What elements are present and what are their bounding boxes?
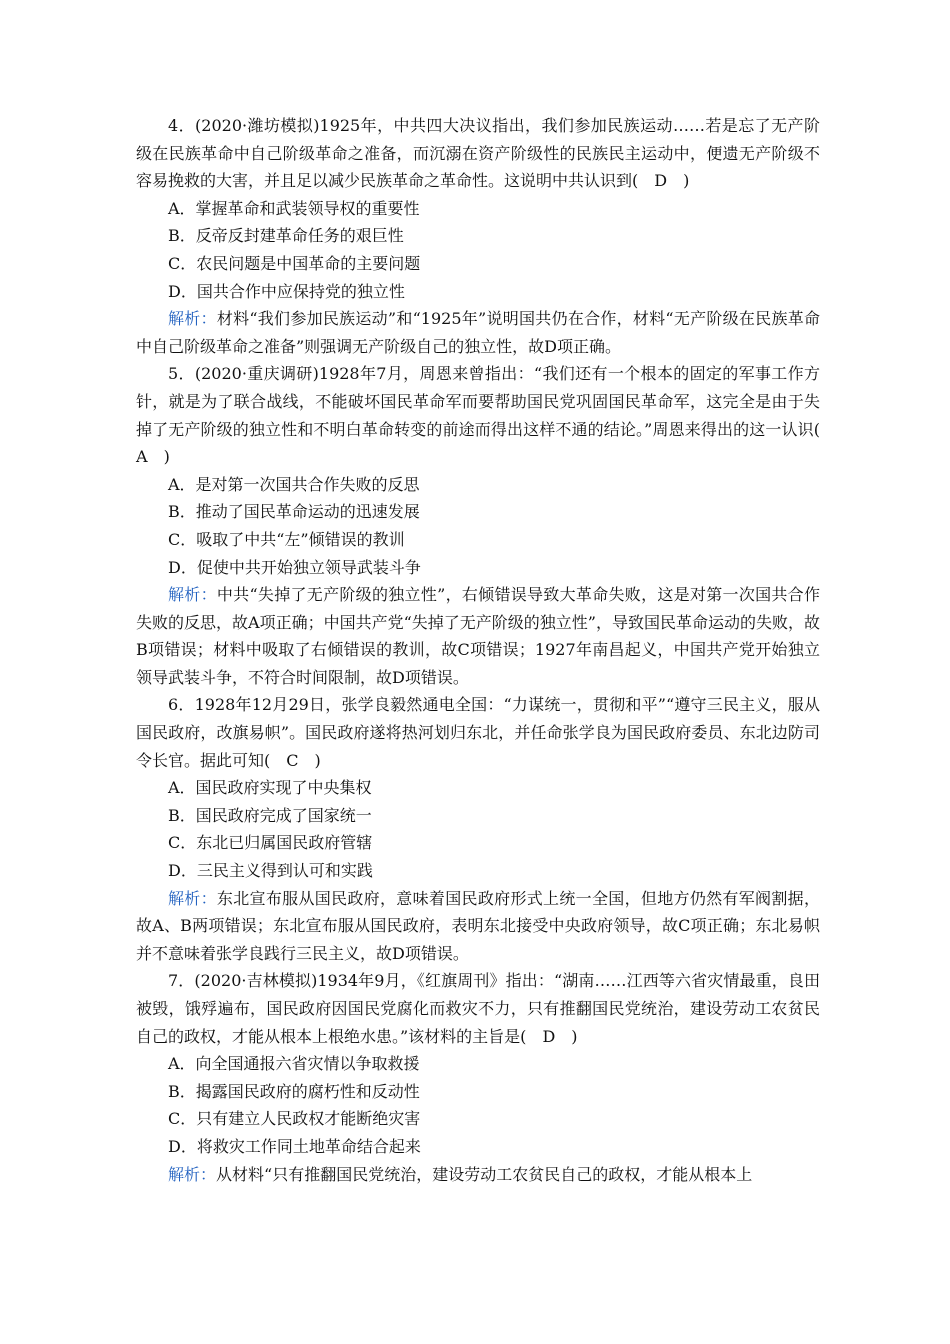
question-stem-5: 5．(2020·重庆调研)1928年7月，周恩来曾指出：“我们还有一个根本的固定的军事工作方针，就是为了联合战线，不能破坏国民革命军而要帮助国民党巩固国民革命军，这完全是由于失掉了无产阶级的独立性和不明白革命转变的前途而得出这样不通的结论。”周恩来得出的这一认识( A ) <box>136 364 820 467</box>
option-4d: D．国共合作中应保持党的独立性 <box>168 281 405 301</box>
analysis-label: 解析： <box>168 585 217 605</box>
option-6b: B．国民政府完成了国家统一 <box>168 805 372 825</box>
option-5d: D．促使中共开始独立领导武装斗争 <box>168 557 421 577</box>
option-7a: A．向全国通报六省灾情以争取救援 <box>168 1054 420 1074</box>
option-7d: D．将救灾工作同土地革命结合起来 <box>168 1136 421 1156</box>
analysis-7: 解析：从材料“只有推翻国民党统治，建设劳动工农贫民自己的政权，才能从根本上 <box>168 1164 753 1184</box>
option-5c: C．吸取了中共“左”倾错误的教训 <box>168 529 405 549</box>
analysis-4: 解析：材料“我们参加民族运动”和“1925年”说明国共仍在合作，材料“无产阶级在民族革命中自己阶级革命之准备”则强调无产阶级自己的独立性，故D项正确。 <box>136 309 820 356</box>
option-6a: A．国民政府实现了中央集权 <box>168 778 372 798</box>
option-5b: B．推动了国民革命运动的迅速发展 <box>168 502 420 522</box>
question-stem-4: 4．(2020·潍坊模拟)1925年，中共四大决议指出，我们参加民族运动……若是忘了无产阶级在民族革命中自己阶级革命之准备，而沉溺在资产阶级性的民族民主运动中，便遗无产阶级不容易挽救的大害，并且足以减少民族革命之革命性。这说明中共认识到( D ) <box>136 116 820 191</box>
analysis-label: 解析： <box>168 888 217 908</box>
document-page <box>136 112 820 1188</box>
option-4c: C．农民问题是中国革命的主要问题 <box>168 253 421 273</box>
answer-7: D <box>542 1026 556 1046</box>
option-6c: C．东北已归属国民政府管辖 <box>168 833 373 853</box>
answer-6: C <box>286 750 299 770</box>
answer-4: D <box>654 171 668 191</box>
question-stem-7: 7．(2020·吉林模拟)1934年9月，《红旗周刊》指出：“湖南……江西等六省灾情最重，良田被毁，饿殍遍布，国民政府因国民党腐化而救灾不力，只有推翻国民党统治，建设劳动工农贫民自己的政权，才能从根本上根绝水患。”该材料的主旨是( D ) <box>136 971 820 1046</box>
analysis-label: 解析： <box>168 309 217 329</box>
option-5a: A．是对第一次国共合作失败的反思 <box>168 474 420 494</box>
answer-5: A <box>136 447 148 467</box>
option-4a: A．掌握革命和武装领导权的重要性 <box>168 198 420 218</box>
question-stem-6: 6．1928年12月29日，张学良毅然通电全国：“力谋统一，贯彻和平”“遵守三民主义，服从国民政府，改旗易帜”。国民政府遂将热河划归东北，并任命张学良为国民政府委员、东北边防司令长官。据此可知( C ) <box>136 695 820 770</box>
option-7c: C．只有建立人民政权才能断绝灾害 <box>168 1109 421 1129</box>
analysis-label: 解析： <box>168 1164 217 1184</box>
option-6d: D．三民主义得到认可和实践 <box>168 861 373 881</box>
option-4b: B．反帝反封建革命任务的艰巨性 <box>168 226 404 246</box>
analysis-5: 解析：中共“失掉了无产阶级的独立性”，右倾错误导致大革命失败，这是对第一次国共合作失败的反思，故A项正确；中国共产党“失掉了无产阶级的独立性”，导致国民革命运动的失败，故B项错误；材料中吸取了右倾错误的教训，故C项错误；1927年南昌起义，中国共产党开始独立领导武装斗争，不符合时间限制，故D项错误。 <box>136 585 820 687</box>
analysis-6: 解析：东北宣布服从国民政府，意味着国民政府形式上统一全国，但地方仍然有军阀割据，故A、B两项错误；东北宣布服从国民政府，表明东北接受中央政府领导，故C项正确；东北易帜并不意味着张学良践行三民主义，故D项错误。 <box>136 888 820 963</box>
option-7b: B．揭露国民政府的腐朽性和反动性 <box>168 1081 420 1101</box>
